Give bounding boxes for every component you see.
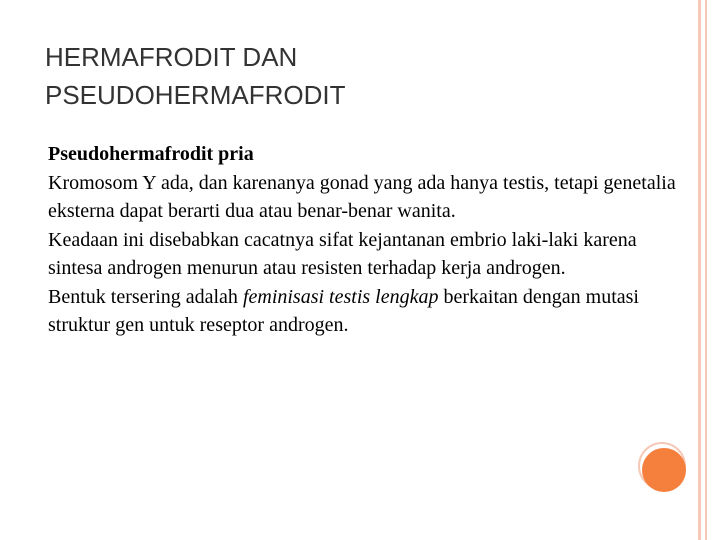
subheading: Pseudohermafrodit pria bbox=[48, 143, 254, 165]
title-line-2: PSEUDOHERMAFRODIT bbox=[45, 80, 346, 110]
paragraph-2: Keadaan ini disebabkan cacatnya sifat kejantanan embrio laki-laki karena sintesa androgen menurun atau resisten terhadap kerja androgen. bbox=[48, 228, 637, 279]
paragraph-3-suffix: berkaitan dengan mutasi struktur gen untuk reseptor androgen. bbox=[48, 285, 639, 336]
paragraph-3-italic-term: feminisasi testis lengkap bbox=[242, 285, 439, 308]
slide-title bbox=[45, 38, 605, 114]
slide-body bbox=[48, 140, 696, 340]
decorative-rule-outer bbox=[698, 0, 701, 540]
paragraph-3 bbox=[48, 283, 696, 340]
paragraph-1: Kromosom Y ada, dan karenanya gonad yang ada hanya testis, tetapi genetalia eksterna dapat berarti dua atau benar-benar wanita. bbox=[48, 171, 676, 222]
decorative-rule-inner bbox=[705, 0, 707, 540]
decorative-circle-orange bbox=[642, 448, 686, 492]
paragraph-3-prefix: Bentuk tersering adalah bbox=[48, 285, 243, 308]
title-line-1: HERMAFRODIT DAN bbox=[45, 42, 298, 72]
